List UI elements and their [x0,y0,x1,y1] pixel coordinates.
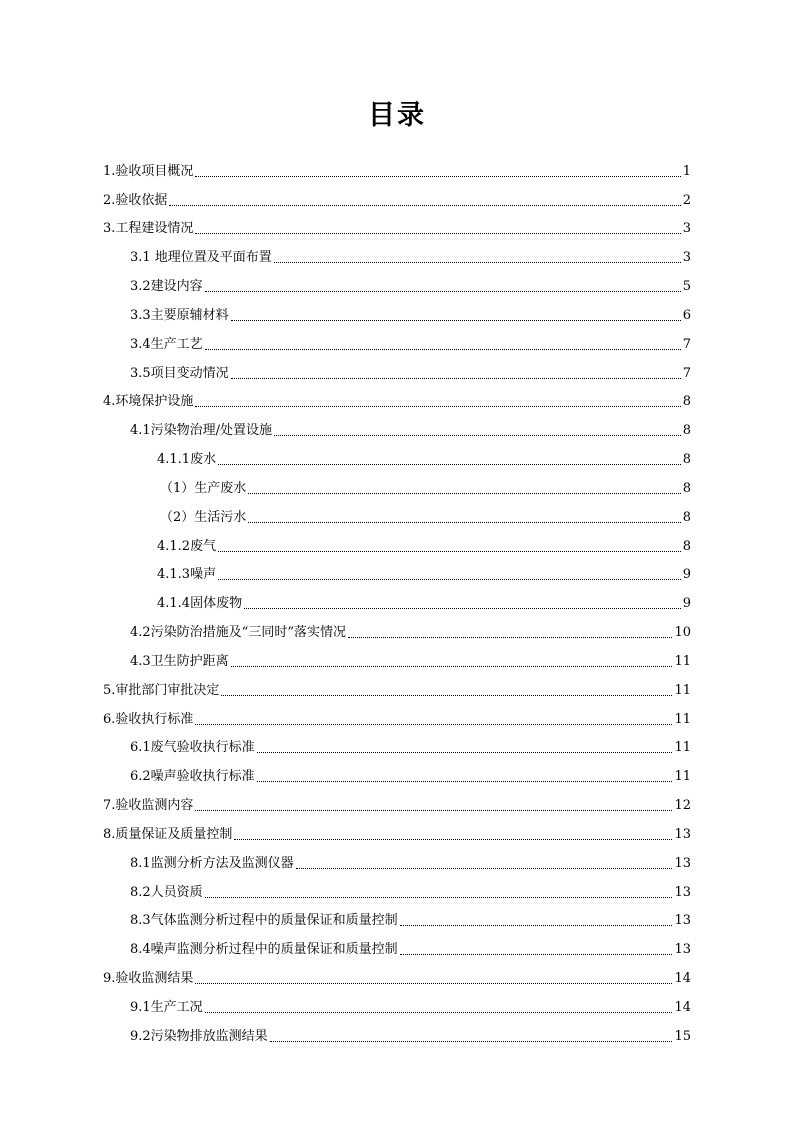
toc-entry[interactable] [103,267,691,296]
toc-leader [296,868,673,869]
toc-entry-page: 11 [674,682,691,698]
toc-entry[interactable] [103,1017,691,1046]
toc-entry[interactable] [103,815,691,844]
toc-entry-page: 15 [674,1028,691,1044]
toc-entry-text: 3.3主要原辅材料 [130,307,229,323]
toc-entry-page: 8 [682,509,691,525]
toc-entry[interactable] [103,296,691,325]
toc-entry[interactable] [103,354,691,383]
toc-entry-text: 3.4生产工艺 [130,336,203,352]
toc-entry-page: 14 [674,999,691,1015]
toc-entry-page: 8 [682,394,691,410]
toc-entry-text: 4.2污染防治措施及“三同时”落实情况 [130,625,346,641]
toc-entry-page: 13 [674,942,691,958]
toc-entry-page: 6 [682,307,691,323]
toc-entry[interactable] [103,671,691,700]
toc-entry-text: 8.2人员资质 [130,884,203,900]
toc-leader [195,176,680,177]
toc-entry-text: （1）生产废水 [160,480,247,496]
toc-entry-text: 8.3气体监测分析过程中的质量保证和质量控制 [130,913,398,929]
toc-leader [270,1041,673,1042]
toc-leader [248,493,680,494]
toc-entry-text: 4.1.1废水 [157,452,217,468]
toc-entry-text: 4.1.4固体废物 [157,596,243,612]
toc-entry[interactable] [103,642,691,671]
toc-entry[interactable] [103,238,691,267]
toc-entry-text: 9.1生产工况 [130,999,203,1015]
toc-entry[interactable] [103,700,691,729]
toc-entry-page: 11 [674,653,691,669]
toc-entry[interactable] [103,383,691,412]
toc-entry-page: 13 [674,855,691,871]
toc-entry-page: 3 [682,221,691,237]
toc-entry-page: 9 [682,596,691,612]
toc-entry[interactable] [103,411,691,440]
toc-entry-page: 9 [682,567,691,583]
toc-entry-text: 6.1废气验收执行标准 [130,740,255,756]
toc-entry-page: 5 [682,279,691,295]
toc-leader [231,666,673,667]
toc-entry-text: 4.1.2废气 [157,538,217,554]
toc-entry-page: 8 [682,423,691,439]
toc-leader [231,378,681,379]
toc-leader [195,983,672,984]
toc-leader [195,233,680,234]
toc-leader [231,320,681,321]
toc-leader [169,205,680,206]
toc-leader [244,608,681,609]
toc-entry[interactable] [103,584,691,613]
toc-entry-text: 9.2污染物排放监测结果 [130,1028,268,1044]
toc-entry-page: 7 [682,336,691,352]
toc-entry[interactable] [103,930,691,959]
toc-leader [205,291,681,292]
toc-leader [257,781,673,782]
toc-entry-page: 8 [682,452,691,468]
toc-entry-text: 8.4噪声监测分析过程中的质量保证和质量控制 [130,942,398,958]
toc-entry[interactable] [103,210,691,239]
toc-entry[interactable] [103,469,691,498]
toc-leader [195,810,672,811]
toc-entry[interactable] [103,613,691,642]
toc-leader [248,522,680,523]
toc-entry-text: 5.审批部门审批决定 [103,682,220,698]
toc-entry[interactable] [103,729,691,758]
toc-entry[interactable] [103,902,691,931]
toc-entry[interactable] [103,959,691,988]
toc-leader [274,262,681,263]
toc-entry-page: 14 [674,971,691,987]
toc-entry[interactable] [103,440,691,469]
toc-entry-page: 7 [682,365,691,381]
toc-leader [205,349,681,350]
toc-leader [234,839,672,840]
toc-entry-text: 3.工程建设情况 [103,221,194,237]
toc-leader [400,925,673,926]
toc-entry-text: 4.3卫生防护距离 [130,653,229,669]
toc-entry[interactable] [103,757,691,786]
toc-entry-page: 13 [674,826,691,842]
toc-entry-page: 13 [674,884,691,900]
toc-entry-text: 3.1 地理位置及平面布置 [130,250,272,266]
toc-leader [218,551,681,552]
toc-leader [205,897,673,898]
toc-entry-text: 9.验收监测结果 [103,971,194,987]
toc-leader [348,637,672,638]
toc-leader [218,464,681,465]
toc-entry-text: 1.验收项目概况 [103,163,194,179]
toc-entry-text: 7.验收监测内容 [103,798,194,814]
toc-entry-page: 12 [674,798,691,814]
toc-entry-page: 13 [674,913,691,929]
toc-leader [195,406,680,407]
toc-leader [221,695,672,696]
toc-entry[interactable] [103,498,691,527]
toc-leader [218,579,681,580]
toc-entry-text: 8.质量保证及质量控制 [103,826,233,842]
toc-entry-page: 11 [674,740,691,756]
toc-title: 目录 [368,100,426,131]
toc-entry-page: 3 [682,250,691,266]
toc-entry[interactable] [103,325,691,354]
toc-entry-text: 3.2建设内容 [130,279,203,295]
toc-entry[interactable] [103,152,691,181]
toc-entry-text: 4.1污染物治理/处置设施 [130,423,273,439]
toc-entry-page: 11 [674,769,691,785]
toc-entry[interactable] [103,527,691,556]
toc-entry-text: 6.2噪声验收执行标准 [130,769,255,785]
toc-entry-page: 10 [674,625,691,641]
toc-entry-text: 4.1.3噪声 [157,567,217,583]
toc-list [103,152,691,1046]
toc-entry[interactable] [103,873,691,902]
toc-entry-page: 1 [682,163,691,179]
toc-leader [195,724,672,725]
toc-entry-text: 3.5项目变动情况 [130,365,229,381]
toc-entry-text: （2）生活污水 [160,509,247,525]
toc-entry-text: 6.验收执行标准 [103,711,194,727]
toc-entry-text: 2.验收依据 [103,192,168,208]
toc-entry[interactable] [103,181,691,210]
toc-entry-text: 4.环境保护设施 [103,394,194,410]
toc-entry-page: 8 [682,480,691,496]
toc-entry-text: 8.1监测分析方法及监测仪器 [130,855,294,871]
toc-leader [400,954,673,955]
toc-leader [274,435,681,436]
toc-entry[interactable] [103,786,691,815]
toc-entry-page: 11 [674,711,691,727]
toc-leader [257,752,673,753]
toc-leader [205,1012,673,1013]
toc-entry-page: 8 [682,538,691,554]
toc-entry-page: 2 [682,192,691,208]
toc-entry[interactable] [103,988,691,1017]
toc-entry[interactable] [103,844,691,873]
toc-entry[interactable] [103,556,691,585]
